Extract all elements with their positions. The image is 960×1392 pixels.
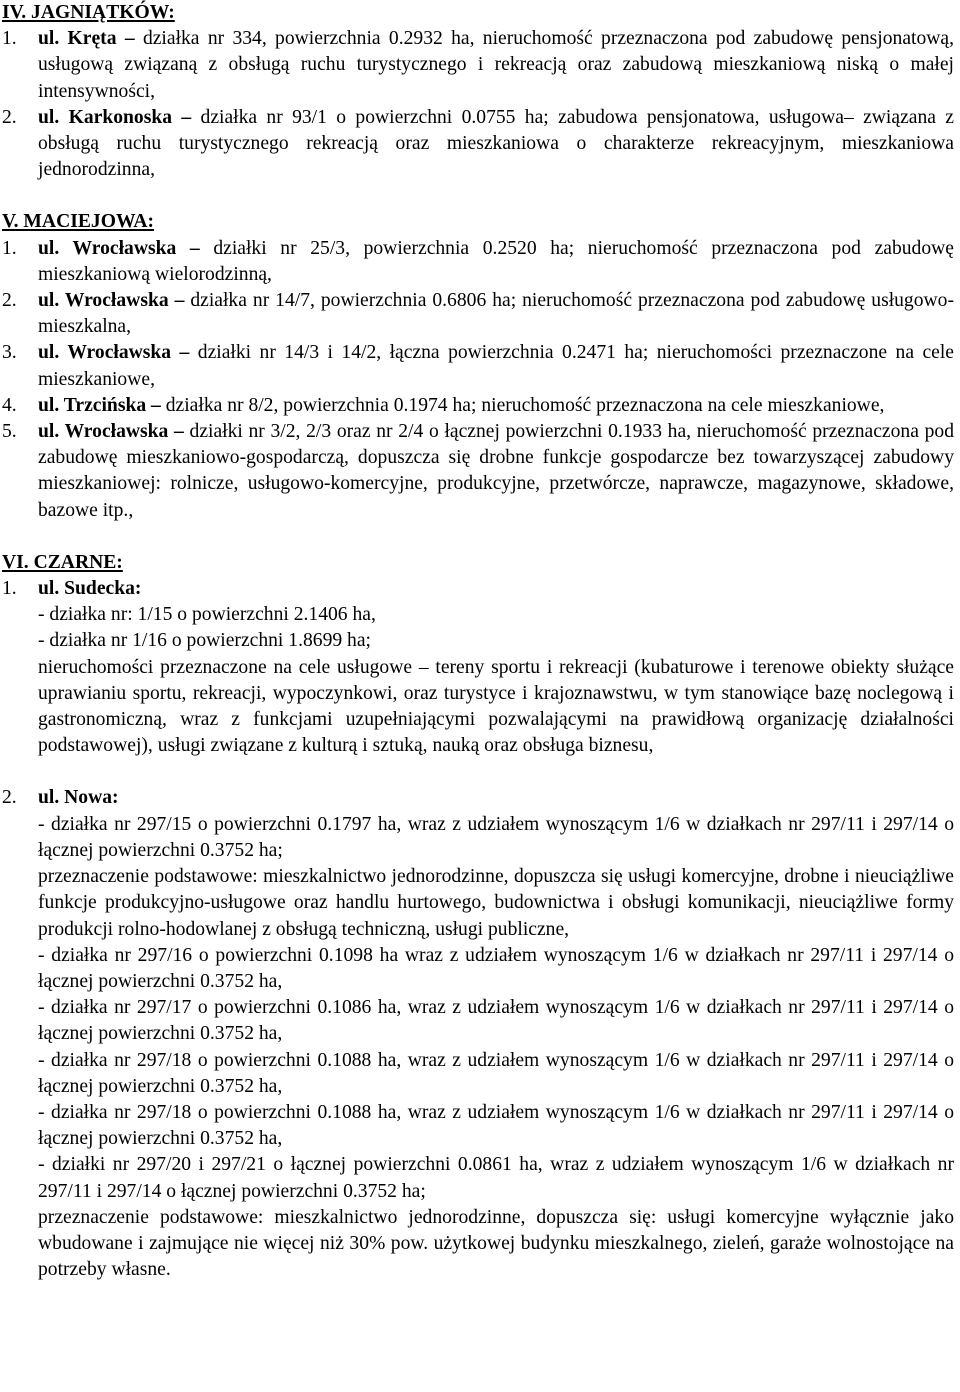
- item-line: - działka nr 1/16 o powierzchni 1.8699 ha;: [38, 630, 371, 652]
- list-item: [2, 105, 954, 184]
- street-name: ul. Sudecka:: [38, 578, 142, 600]
- section-title: IV. JAGNIĄTKÓW:: [2, 2, 175, 23]
- item-number: 1.: [2, 237, 17, 259]
- item-number: 1.: [2, 578, 17, 600]
- spacer: [2, 524, 954, 550]
- item-number: 1.: [2, 28, 17, 50]
- spacer: [2, 759, 954, 785]
- item-line: - działka nr 297/16 o powierzchni 0.1098 ha wraz z udziałem wynoszącym 1/6 w działkach nr 297/11 i 297/14 o łącznej powierzchni 0.3752 ha,: [38, 944, 954, 992]
- item-line: - działka nr 297/15 o powierzchni 0.1797 ha, wraz z udziałem wynoszącym 1/6 w działkach nr 297/11 i 297/14 o łącznej powierzchni 0.3752 ha;: [38, 813, 954, 861]
- item-number: 3.: [2, 342, 17, 364]
- item-number: 2.: [2, 106, 17, 128]
- dash: –: [176, 237, 214, 259]
- street-name: ul. Kręta: [38, 28, 117, 50]
- spacer: [2, 183, 954, 209]
- item-line: - działka nr 297/18 o powierzchni 0.1088 ha, wraz z udziałem wynoszącym 1/6 w działkach nr 297/11 i 297/14 o łącznej powierzchni 0.3752 ha,: [38, 1101, 954, 1150]
- item-number: 2.: [2, 290, 17, 312]
- item-line: - działka nr 297/17 o powierzchni 0.1086 ha, wraz z udziałem wynoszącym 1/6 w działkach nr 297/11 i 297/14 o łącznej powierzchni 0.3752 ha,: [38, 997, 954, 1045]
- list-item: [2, 26, 954, 105]
- section-title: V. MACIEJOWA:: [2, 211, 155, 233]
- item-text: działka nr 334, powierzchnia 0.2932 ha, nieruchomość przeznaczona pod zabudowę pensjonatową, usługową związaną z obsługą ruchu turystycznego i rekreacją oraz zabudową mieszkaniową niską o małej intensywności,: [38, 28, 955, 102]
- list-item: [2, 340, 954, 392]
- item-line: - działki nr 297/20 i 297/21 o łącznej powierzchni 0.0861 ha, wraz z udziałem wynoszącym 1/6 w działkach nr 297/11 i 297/14 o łącznej powierzchni 0.3752 ha;: [38, 1154, 954, 1202]
- street-name: ul. Wrocławska: [38, 290, 169, 312]
- list-item: [2, 785, 954, 1283]
- dash: –: [168, 290, 191, 312]
- street-name: ul. Wrocławska: [38, 237, 177, 259]
- item-number: 5.: [2, 421, 17, 443]
- dash: –: [168, 421, 190, 443]
- section-jagniatkow: [2, 0, 954, 183]
- section-maciejowa: [2, 209, 954, 523]
- section-czarne: [2, 550, 954, 1283]
- item-line: przeznaczenie podstawowe: mieszkalnictwo jednorodzinne, dopuszcza się: usługi komercyjne wyłącznie jako wbudowane i zajmujące nie więcej niż 30% pow. użytkowej budynku mieszkalnego, zieleń, garaże wolnostojące na potrzeby własne.: [38, 1206, 954, 1281]
- item-text: działka nr 93/1 o powierzchni 0.0755 ha; zabudowa pensjonatowa, usługowa– związana z obsługą ruchu turystycznego rekreacją oraz mieszkaniowa o charakterze rekreacyjnym, mieszkaniowa jednorodzinna,: [38, 106, 954, 181]
- street-name: ul. Wrocławska: [38, 421, 169, 443]
- dash: –: [146, 394, 166, 416]
- list-item: [2, 576, 954, 759]
- street-name: ul. Wrocławska: [38, 342, 172, 364]
- item-line: - działka nr 297/18 o powierzchni 0.1088 ha, wraz z udziałem wynoszącym 1/6 w działkach nr 297/11 i 297/14 o łącznej powierzchni 0.3752 ha,: [38, 1049, 954, 1097]
- item-number: 4.: [2, 394, 17, 416]
- item-line: nieruchomości przeznaczone na cele usługowe – tereny sportu i rekreacji (kubaturowe i terenowe obiekty służące uprawianiu sportu, rekreacji, wypoczynkowi, oraz turystyce i krajoznawstwu, w tym stanowiące bazę noclegową i gastronomiczną, wraz z funkcjami uzupełniającymi pozwalającymi na prawidłową organizację działalności podstawowej), usługi związane z kulturą i sztuką, nauką oraz obsługa biznesu,: [38, 656, 954, 757]
- item-text: działka nr 14/7, powierzchnia 0.6806 ha; nieruchomość przeznaczona pod zabudowę usługowo-mieszkalna,: [38, 290, 954, 338]
- item-line: przeznaczenie podstawowe: mieszkalnictwo jednorodzinne, dopuszcza się usługi komercyjne, drobne i nieuciążliwe funkcje produkcyjno-usługowe oraz handlu hurtowego, budownictwa i obsługi komunikacji, nieuciążliwe formy produkcji rolno-hodowlanej z obsługą techniczną, usługi publiczne,: [38, 866, 954, 940]
- item-text: działki nr 3/2, 2/3 oraz nr 2/4 o łącznej powierzchni 0.1933 ha, nieruchomość przeznaczona pod zabudowę mieszkaniowo-gospodarczą, dopuszcza się drobne funkcje gospodarcze bez towarzyszącej zabudowy mieszkaniowej: rolnicze, usługowo-komercyjne, produkcyjne, przetwórcze, naprawcze, magazynowe, składowe, bazowe itp.,: [38, 421, 954, 521]
- list-item: [2, 419, 954, 524]
- item-text: działki nr 25/3, powierzchnia 0.2520 ha; nieruchomość przeznaczona pod zabudowę mieszkaniową wielorodzinną,: [38, 237, 954, 285]
- list-item: [2, 393, 954, 419]
- item-number: 2.: [2, 787, 17, 809]
- list-item: [2, 288, 954, 340]
- item-text: działka nr 8/2, powierzchnia 0.1974 ha; nieruchomość przeznaczona na cele mieszkaniowe,: [165, 394, 885, 416]
- street-name: ul. Nowa:: [38, 787, 119, 809]
- dash: –: [171, 342, 198, 364]
- section-title: VI. CZARNE:: [2, 551, 123, 573]
- street-name: ul. Trzcińska: [38, 394, 147, 416]
- list-item: [2, 236, 954, 288]
- dash: –: [116, 28, 143, 50]
- item-text: działki nr 14/3 i 14/2, łączna powierzchnia 0.2471 ha; nieruchomości przeznaczone na cele mieszkaniowe,: [38, 342, 954, 390]
- dash: –: [172, 106, 201, 128]
- item-line: - działka nr: 1/15 o powierzchni 2.1406 ha,: [38, 604, 376, 626]
- street-name: ul. Karkonoska: [38, 106, 173, 128]
